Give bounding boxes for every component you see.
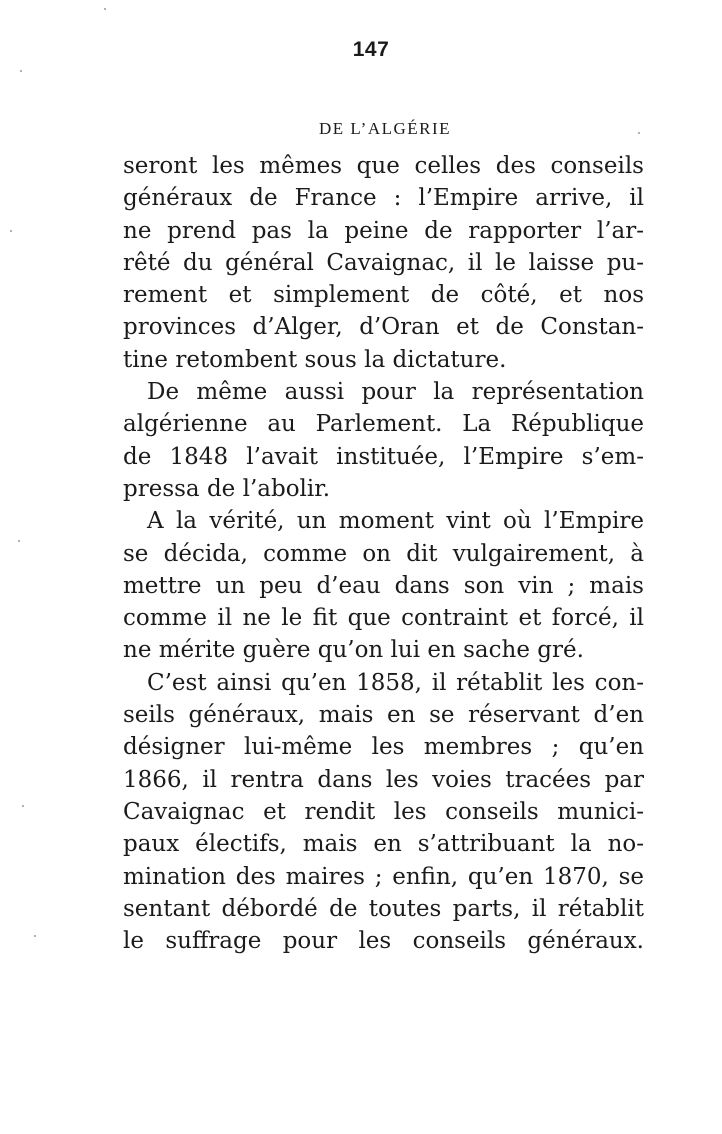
text-line: ne prend pas la peine de rapporter l’ar-: [123, 217, 644, 244]
text-line: Cavaignac et rendit les conseils munici-: [123, 798, 644, 825]
scan-speck: [638, 132, 640, 134]
text-line: seront les mêmes que celles des conseils: [123, 153, 644, 179]
page-number: 147: [352, 38, 390, 61]
text-line: rêté du général Cavaignac, il le laisse pu-: [123, 249, 644, 276]
scan-speck: [104, 8, 106, 10]
text-line: A la vérité, un moment vint où l’Empire: [147, 508, 644, 535]
text-line: le suffrage pour les conseils généraux.: [123, 928, 644, 955]
text-line: désigner lui-même les membres ; qu’en: [123, 734, 644, 761]
text-line: paux électifs, mais en s’attribuant la no-: [123, 831, 644, 858]
text-line: C’est ainsi qu’en 1858, il rétablit les con-: [147, 669, 644, 696]
text-line: ne mérite guère qu’on lui en sache gré.: [123, 637, 584, 664]
scan-speck: [34, 935, 36, 937]
text-line: seils généraux, mais en se réservant d’en: [123, 702, 644, 729]
text-line: mination des maires ; enfin, qu’en 1870, se: [123, 863, 644, 890]
text-line: provinces d’Alger, d’Oran et de Constan-: [123, 314, 644, 341]
text-line: généraux de France : l’Empire arrive, il: [123, 185, 644, 212]
text-line: tine retombent sous la dictature.: [123, 346, 507, 373]
text-line: algérienne au Parlement. La République: [123, 411, 644, 438]
running-head: DE L’ALGÉRIE: [318, 119, 452, 138]
scan-speck: [18, 540, 20, 542]
text-line: comme il ne le fit que contraint et forcé, il: [123, 605, 644, 632]
text-line: 1866, il rentra dans les voies tracées par: [123, 766, 644, 793]
paragraph: [123, 150, 644, 376]
paragraph: [123, 505, 644, 666]
text-line: de 1848 l’avait instituée, l’Empire s’em-: [123, 443, 644, 470]
text-line: De même aussi pour la représentation: [147, 379, 644, 406]
paragraph: [123, 376, 644, 505]
scan-speck: [20, 70, 22, 72]
body-text: [123, 150, 644, 957]
text-line: pressa de l’abolir.: [123, 475, 331, 502]
scan-speck: [10, 230, 12, 232]
text-line: mettre un peu d’eau dans son vin ; mais: [123, 572, 644, 599]
paragraph: [123, 667, 644, 958]
text-line: sentant débordé de toutes parts, il rétablit: [123, 895, 644, 922]
text-line: se décida, comme on dit vulgairement, à: [123, 540, 644, 567]
text-line: rement et simplement de côté, et nos: [123, 282, 644, 309]
scan-speck: [22, 805, 24, 807]
